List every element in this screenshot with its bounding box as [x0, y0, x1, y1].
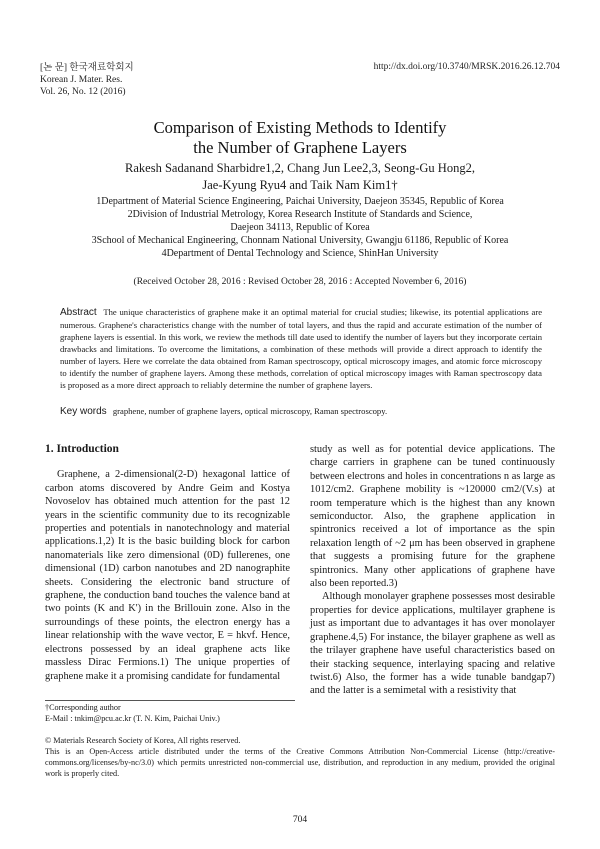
keywords [60, 406, 542, 417]
keywords-text: graphene, number of graphene layers, optical microscopy, Raman spectroscopy. [112, 406, 388, 416]
received-dates: (Received October 28, 2016 : Revised October 28, 2016 : Accepted November 6, 2016) [133, 277, 467, 287]
paper-title [0, 118, 600, 158]
corresponding-author: †Corresponding author [45, 703, 121, 712]
affiliation-3: 3School of Mechanical Engineering, Chonnam National University, Gwangju 61186, Republic of Korea [91, 235, 509, 246]
section-heading: 1. Introduction [45, 443, 119, 455]
affiliation-2-cont: Daejeon 34113, Republic of Korea [230, 222, 370, 233]
page-number: 704 [292, 815, 308, 825]
license-text: This is an Open-Access article distributed under the terms of the Creative Commons Attribution Non-Commercial License (http://creative-commons.org/licenses/by-nc/3.0) which permits unrestricted non-commercial use, distribution, and reproduction in any medium, provided the original work is properly cited. [45, 747, 555, 778]
title-line-2: the Number of Graphene Layers [193, 138, 407, 157]
copyright-line: © Materials Research Society of Korea, All rights reserved. [45, 736, 241, 745]
journal-header [40, 62, 134, 98]
copyright-notice [45, 735, 555, 779]
keywords-label: Key words [60, 406, 107, 417]
abstract-text: The unique characteristics of graphene make it an optimal material for crucial studies; likewise, its potential applications are numerous. Graphene's characteristics change with the number of total layers, and thus the rapid and accurate estimation of the number of graphene layers is essential. In this work, we review the methods till date used to identify the number of layers but they incorporate certain drawbacks and limitations. To overcome the limitations, a combination of these methods will provide a direct approach to identify the number of layers. Here we correlate the data obtained from Raman spectroscopy, optical microscopy images, and atomic force microscopy to identify the number of graphene layers. Among these methods, correlation of optical microscopy images with Raman spectroscopy data is proposed as a more direct approach to reliably determine the number of graphene layers. [60, 307, 543, 390]
affiliation-2: 2Division of Industrial Metrology, Korea Research Institute of Standards and Science, [127, 209, 473, 220]
intro-paragraph-1-cont: study as well as for potential device applications. The charge carriers in graphene can be tuned continuously between electrons and holes in concentrations n as large as 1012/cm2. Graphene mobility is ~120000 cm2/(V.s) at room temperature which is the highest than any known semiconductor. Also, the graphene application in spintronics received a lot of importance as the spin relaxation length of ~2 μm has been observed in graphene that suggests a promising future for the graphene spintronics. Many other applications of graphene have also been reported.3) [310, 444, 555, 590]
doi-link[interactable]: http://dx.doi.org/10.3740/MRSK.2016.26.12.704 [373, 62, 560, 72]
left-column [45, 443, 290, 683]
abstract [60, 306, 542, 391]
affiliations [0, 195, 600, 260]
right-column [310, 443, 555, 698]
footnote [45, 702, 220, 724]
authors-line-2: Jae-Kyung Ryu4 and Taik Nam Kim1† [202, 178, 398, 192]
authors-line-1: Rakesh Sadanand Sharbidre1,2, Chang Jun Lee2,3, Seong-Gu Hong2, [125, 161, 475, 175]
author-list [0, 160, 600, 194]
intro-paragraph-1: Graphene, a 2-dimensional(2-D) hexagonal lattice of carbon atoms discovered by Andre Geim and Kostya Novoselov has obtained much attention for the past 12 years in the scientific community due to its recognizable properties and potentials in nanotechnology and material applications.1,2) It is the basic building block for carbon nanomaterials like zero dimensional (0D) fullerenes, one dimensional (1D) carbon nanotubes and 2D nanographite sheets. Considering the electronic band structure of graphene, the conduction band touches the valence band at two points (K and K') in the Brillouin zone. Also in the surroundings of these points, the electron energy has a linear relationship with the wave vector, E = hkvf. Hence, electrons possessed by an ideal graphene acts like massless Dirac Fermions.1) The unique properties of graphene make it a promising candidate for fundamental [45, 469, 290, 682]
journal-name-korean: [논 문] 한국재료학회지 [40, 63, 134, 73]
title-line-1: Comparison of Existing Methods to Identify [153, 118, 447, 137]
journal-volume: Vol. 26, No. 12 (2016) [40, 87, 126, 97]
footnote-divider [45, 700, 295, 701]
journal-name-english: Korean J. Mater. Res. [40, 75, 123, 85]
affiliation-4: 4Department of Dental Technology and Science, ShinHan University [161, 248, 439, 259]
abstract-label: Abstract [60, 307, 97, 318]
author-email: E-Mail : tnkim@pcu.ac.kr (T. N. Kim, Paichai Univ.) [45, 714, 220, 723]
affiliation-1: 1Department of Material Science Engineering, Paichai University, Daejeon 35345, Republic of Korea [96, 196, 504, 207]
intro-paragraph-2: Although monolayer graphene possesses most desirable properties for device applications, multilayer graphene is just as important due to advantages it has over monolayer graphene.4,5) For instance, the bilayer graphene as well as the trilayer graphene have useful characteristics based on their stacking sequence, interlaying spacing and relative twist.6) Also, the former has a wide tunable bandgap7) and the latter is a semimetal with a resistivity that [310, 591, 555, 697]
